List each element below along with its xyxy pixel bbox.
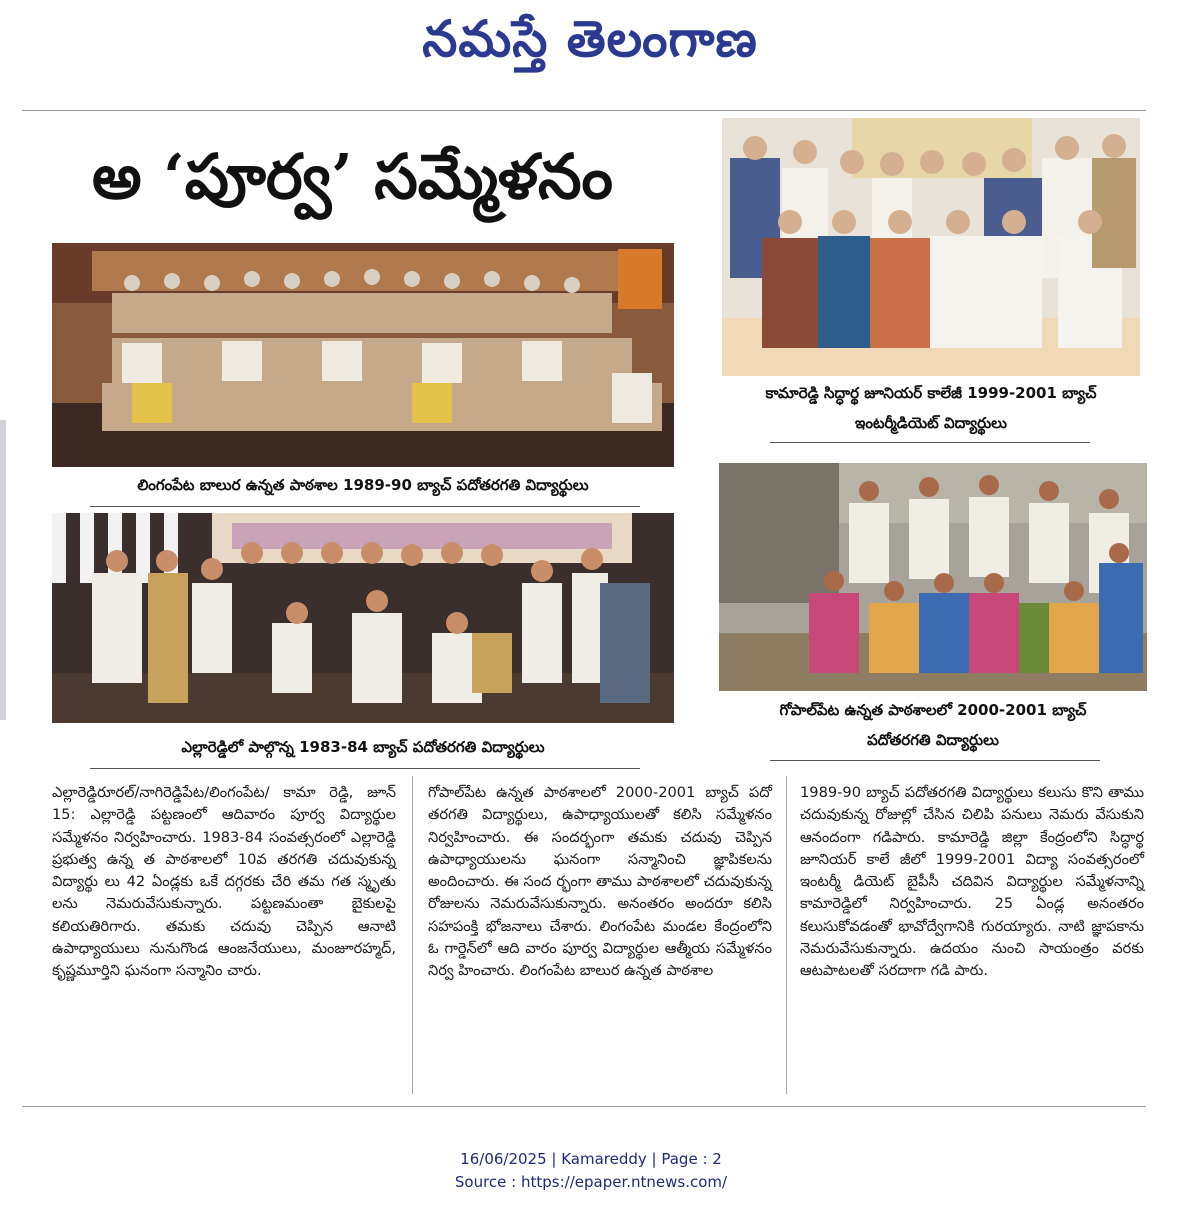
masthead-rule (22, 110, 1146, 111)
photo-gopalpet-batch (719, 463, 1147, 691)
photo-kamareddy-batch (722, 118, 1140, 376)
caption-kamareddy-rule (770, 442, 1090, 443)
left-edge-strip (0, 420, 6, 720)
caption-lingampet-rule (90, 506, 640, 507)
article-column-2 (428, 782, 772, 983)
caption-kamareddy-line1: కామారెడ్డి సిద్ధార్థ జూనియర్ కాలేజీ 1999-2001 బ్యాచ్ (765, 384, 1097, 402)
article-column-2-text: గోపాల్‌పేట ఉన్నత పాఠశాలలో 2000-2001 బ్యాచ్ పదో తరగతి విద్యార్థులు, ఉపాధ్యాయులతో కలిసి సమ్మేళనం నిర్వహించారు. ఈ సందర్భంగా తమకు చదువు చెప్పిన ఉపాధ్యాయులను ఘనంగా సన్మానించి జ్ఞాపికలను అందించారు. ఈ సంద ర్భంగా తాము పాఠశాలలో చదువుకున్న రోజులను నెమరువేసుకున్నారు. అనంతరం అందరూ కలిసి సహపంక్తి భోజనాలు చేశారు. లింగంపేట మండల కేంద్రంలోని ఓ గార్డెన్‌లో ఆది వారం పూర్వ విద్యార్థుల ఆత్మీయ సమ్మేళనం నిర్వ హించారు. లింగంపేట బాలుర ఉన్నత పాఠశాల (428, 784, 772, 980)
caption-yellareddy: ఎల్లారెడ్డిలో పాల్గొన్న 1983-84 బ్యాచ్ పదోతరగతి విద్యార్థులు (181, 738, 545, 756)
newspaper-masthead: నమస్తే తెలంగాణ (422, 9, 758, 68)
photo-yellareddy-batch (52, 513, 674, 723)
caption-yellareddy-rule (90, 768, 640, 769)
article-column-3-text: 1989-90 బ్యాచ్ పదోతరగతి విద్యార్థులు కలుసు కొని తాము చదువుకున్న రోజుల్లో చేసిన చిలిపి పనులు నెమరు వేసుకుని ఆనందంగా గడిపారు. కామారెడ్డి జిల్లా కేంద్రంలోని సిద్ధార్థ జూనియర్ కాలే జీలో 1999-2001 విద్యా సంవత్సరంలో ఇంటర్మీ డియెట్ బైపీసీ చదివిన విద్యార్థుల సమ్మేళనాన్ని కామారెడ్డిలో నిర్వహించారు. 25 ఏండ్ల అనంతరం కలుసుకోవడంతో భావోద్వేగానికి గురయ్యారు. నాటి జ్ఞాపకాను నెమరువేసుకున్నారు. ఉదయం నుంచి సాయంత్రం వరకు ఆటపాటలతో సరదాగా గడి పారు. (800, 784, 1144, 980)
column-divider-2 (786, 776, 787, 1094)
footer-source-link[interactable]: Source : https://epaper.ntnews.com/ (454, 1173, 728, 1191)
caption-kamareddy-line2: ఇంటర్మీడియెట్ విద్యార్థులు (855, 414, 1007, 432)
article-column-3 (800, 782, 1144, 983)
column-divider-1 (412, 776, 413, 1094)
caption-gopalpet-rule (770, 760, 1100, 761)
headline: అ ‘పూర్వ’ సమ్మేళనం (92, 140, 613, 213)
article-column-1 (52, 782, 396, 983)
caption-gopalpet-line2: పదోతరగతి విద్యార్థులు (867, 731, 999, 749)
bottom-rule (22, 1106, 1146, 1107)
photo-lingampet-batch (52, 243, 674, 467)
caption-lingampet: లింగంపేట బాలుర ఉన్నత పాఠశాల 1989-90 బ్యాచ్ పదోతరగతి విద్యార్థులు (137, 476, 589, 494)
footer-date-edition: 16/06/2025 | Kamareddy | Page : 2 (460, 1150, 722, 1168)
article-column-1-text: ఎల్లారెడ్డిరూరల్/నాగిరెడ్డిపేట/లింగంపేట/ కామా రెడ్డి, జూన్ 15: ఎల్లారెడ్డి పట్టణంలో ఆదివారం పూర్వ విద్యార్థుల సమ్మేళనం నిర్వహించారు. 1983-84 సంవత్సరంలో ఎల్లారెడ్డి ప్రభుత్వ ఉన్న త పాఠశాలలో 10వ తరగతి చదువుకున్న విద్యార్థు లు 42 ఏండ్లకు ఒకే దగ్గరకు చేరి తమ గత స్మృతు లను నెమరువేసుకున్నారు. పట్టణమంతా బైకులపై కలియతిరిగారు. తమకు చదువు చెప్పిన ఆనాటి ఉపాధ్యాయులు నునుగొండ ఆంజనేయులు, మంజూరహ్మద్, కృష్ణమూర్తిని ఘనంగా సన్మానిం చారు. (52, 784, 396, 980)
caption-gopalpet-line1: గోపాల్‌పేట ఉన్నత పాఠశాలలో 2000-2001 బ్యాచ్ (779, 701, 1087, 719)
